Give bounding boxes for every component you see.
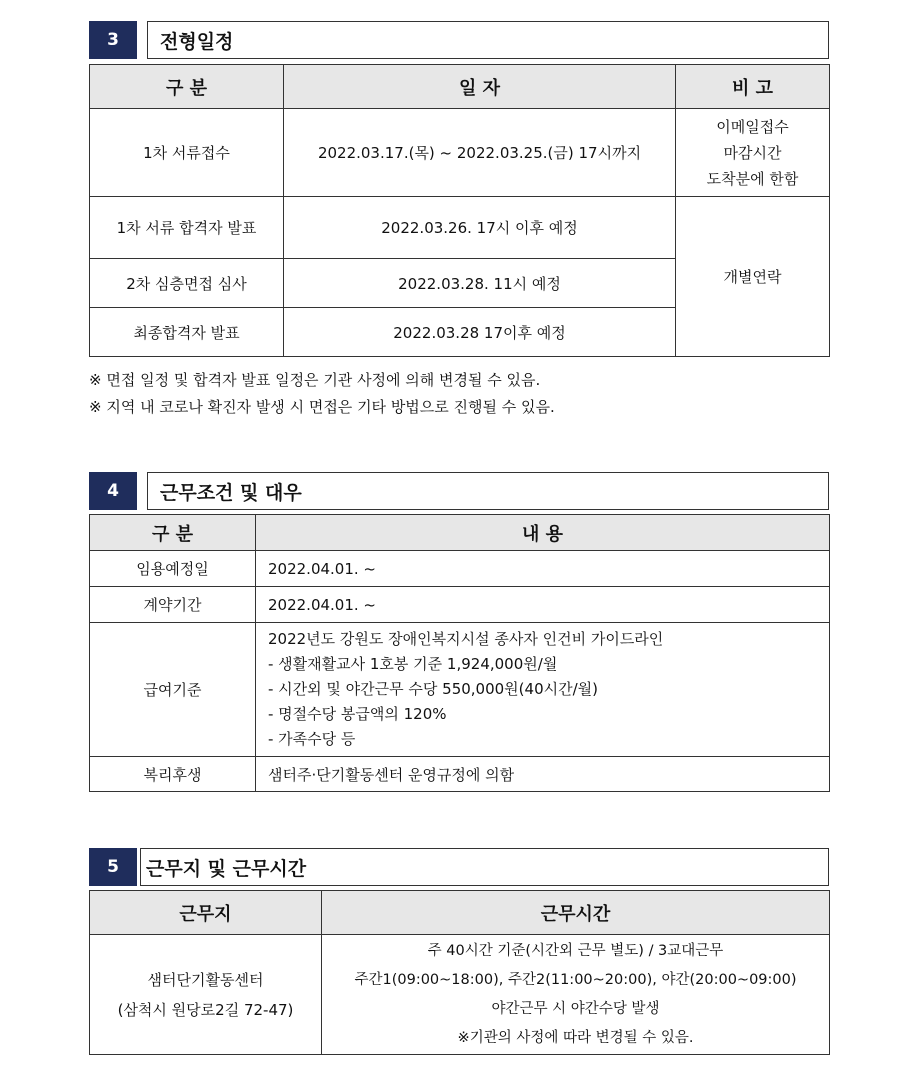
content-line: - 명절수당 봉급액의 120%	[268, 705, 447, 723]
table-row	[90, 551, 830, 587]
table-header-row	[90, 891, 830, 935]
table-row	[90, 935, 830, 1055]
note-line: 도착분에 한함	[706, 169, 799, 188]
section-number: 5	[89, 848, 137, 886]
row-label: 급여기준	[90, 623, 256, 757]
row-label: 1차 서류 합격자 발표	[90, 197, 284, 259]
workplace-table	[89, 890, 830, 1055]
table-row	[90, 197, 830, 259]
row-content: 2022.04.01. ~	[256, 551, 830, 587]
note-line: ※ 지역 내 코로나 확진자 발생 시 면접은 기타 방법으로 진행될 수 있음.	[89, 398, 555, 416]
row-date: 2022.03.17.(목) ~ 2022.03.25.(금) 17시까지	[284, 109, 676, 197]
section-number: 4	[89, 472, 137, 510]
hours-line: 야간근무 시 야간수당 발생	[491, 1000, 660, 1017]
section-title: 전형일정	[147, 21, 829, 59]
content-line: - 시간외 및 야간근무 수당 550,000원(40시간/월)	[268, 680, 598, 698]
row-content: 샘터주·단기활동센터 운영규정에 의함	[256, 757, 830, 792]
column-header: 구 분	[90, 515, 256, 551]
row-label: 최종합격자 발표	[90, 308, 284, 357]
section-title: 근무지 및 근무시간	[140, 848, 829, 886]
note-line: ※ 면접 일정 및 합격자 발표 일정은 기관 사정에 의해 변경될 수 있음.	[89, 371, 541, 389]
column-header: 비 고	[676, 65, 830, 109]
merged-note: 개별연락	[676, 197, 830, 357]
schedule-table	[89, 64, 830, 357]
row-label: 2차 심층면접 심사	[90, 259, 284, 308]
row-label: 임용예정일	[90, 551, 256, 587]
row-date: 2022.03.28 17이후 예정	[284, 308, 676, 357]
section-title: 근무조건 및 대우	[147, 472, 829, 510]
row-label: 복리후생	[90, 757, 256, 792]
section-number: 3	[89, 21, 137, 59]
hours-line: ※기관의 사정에 따라 변경될 수 있음.	[457, 1029, 694, 1046]
column-header: 일 자	[284, 65, 676, 109]
table-header-row	[90, 65, 830, 109]
column-header: 내 용	[256, 515, 830, 551]
section-5-header	[89, 848, 829, 886]
table-row	[90, 757, 830, 792]
note-line: 마감시간	[723, 143, 782, 162]
table-row	[90, 109, 830, 197]
row-label: 계약기간	[90, 587, 256, 623]
place-line: 샘터단기활동센터	[147, 970, 264, 989]
content-line: 2022년도 강원도 장애인복지시설 종사자 인건비 가이드라인	[268, 630, 664, 648]
row-date: 2022.03.26. 17시 이후 예정	[284, 197, 676, 259]
place-line: (삼척시 원당로2길 72-47)	[117, 1000, 294, 1019]
work-hours-cell	[322, 935, 830, 1055]
row-content	[256, 623, 830, 757]
table-row	[90, 587, 830, 623]
section-3-header	[89, 21, 829, 59]
note-line: 이메일접수	[716, 117, 789, 136]
section-4-header	[89, 472, 829, 510]
row-label: 1차 서류접수	[90, 109, 284, 197]
content-line: - 생활재활교사 1호봉 기준 1,924,000원/월	[268, 655, 558, 673]
row-content: 2022.04.01. ~	[256, 587, 830, 623]
hours-line: 주 40시간 기준(시간외 근무 별도) / 3교대근무	[427, 942, 724, 959]
column-header: 근무시간	[322, 891, 830, 935]
schedule-notes	[89, 367, 555, 421]
table-header-row	[90, 515, 830, 551]
workplace-cell	[90, 935, 322, 1055]
row-date: 2022.03.28. 11시 예정	[284, 259, 676, 308]
row-note	[676, 109, 830, 197]
table-row	[90, 623, 830, 757]
hours-line: 주간1(09:00~18:00), 주간2(11:00~20:00), 야간(20:00~09:00)	[354, 971, 797, 988]
conditions-table	[89, 514, 830, 792]
column-header: 구 분	[90, 65, 284, 109]
content-line: - 가족수당 등	[268, 730, 356, 748]
column-header: 근무지	[90, 891, 322, 935]
